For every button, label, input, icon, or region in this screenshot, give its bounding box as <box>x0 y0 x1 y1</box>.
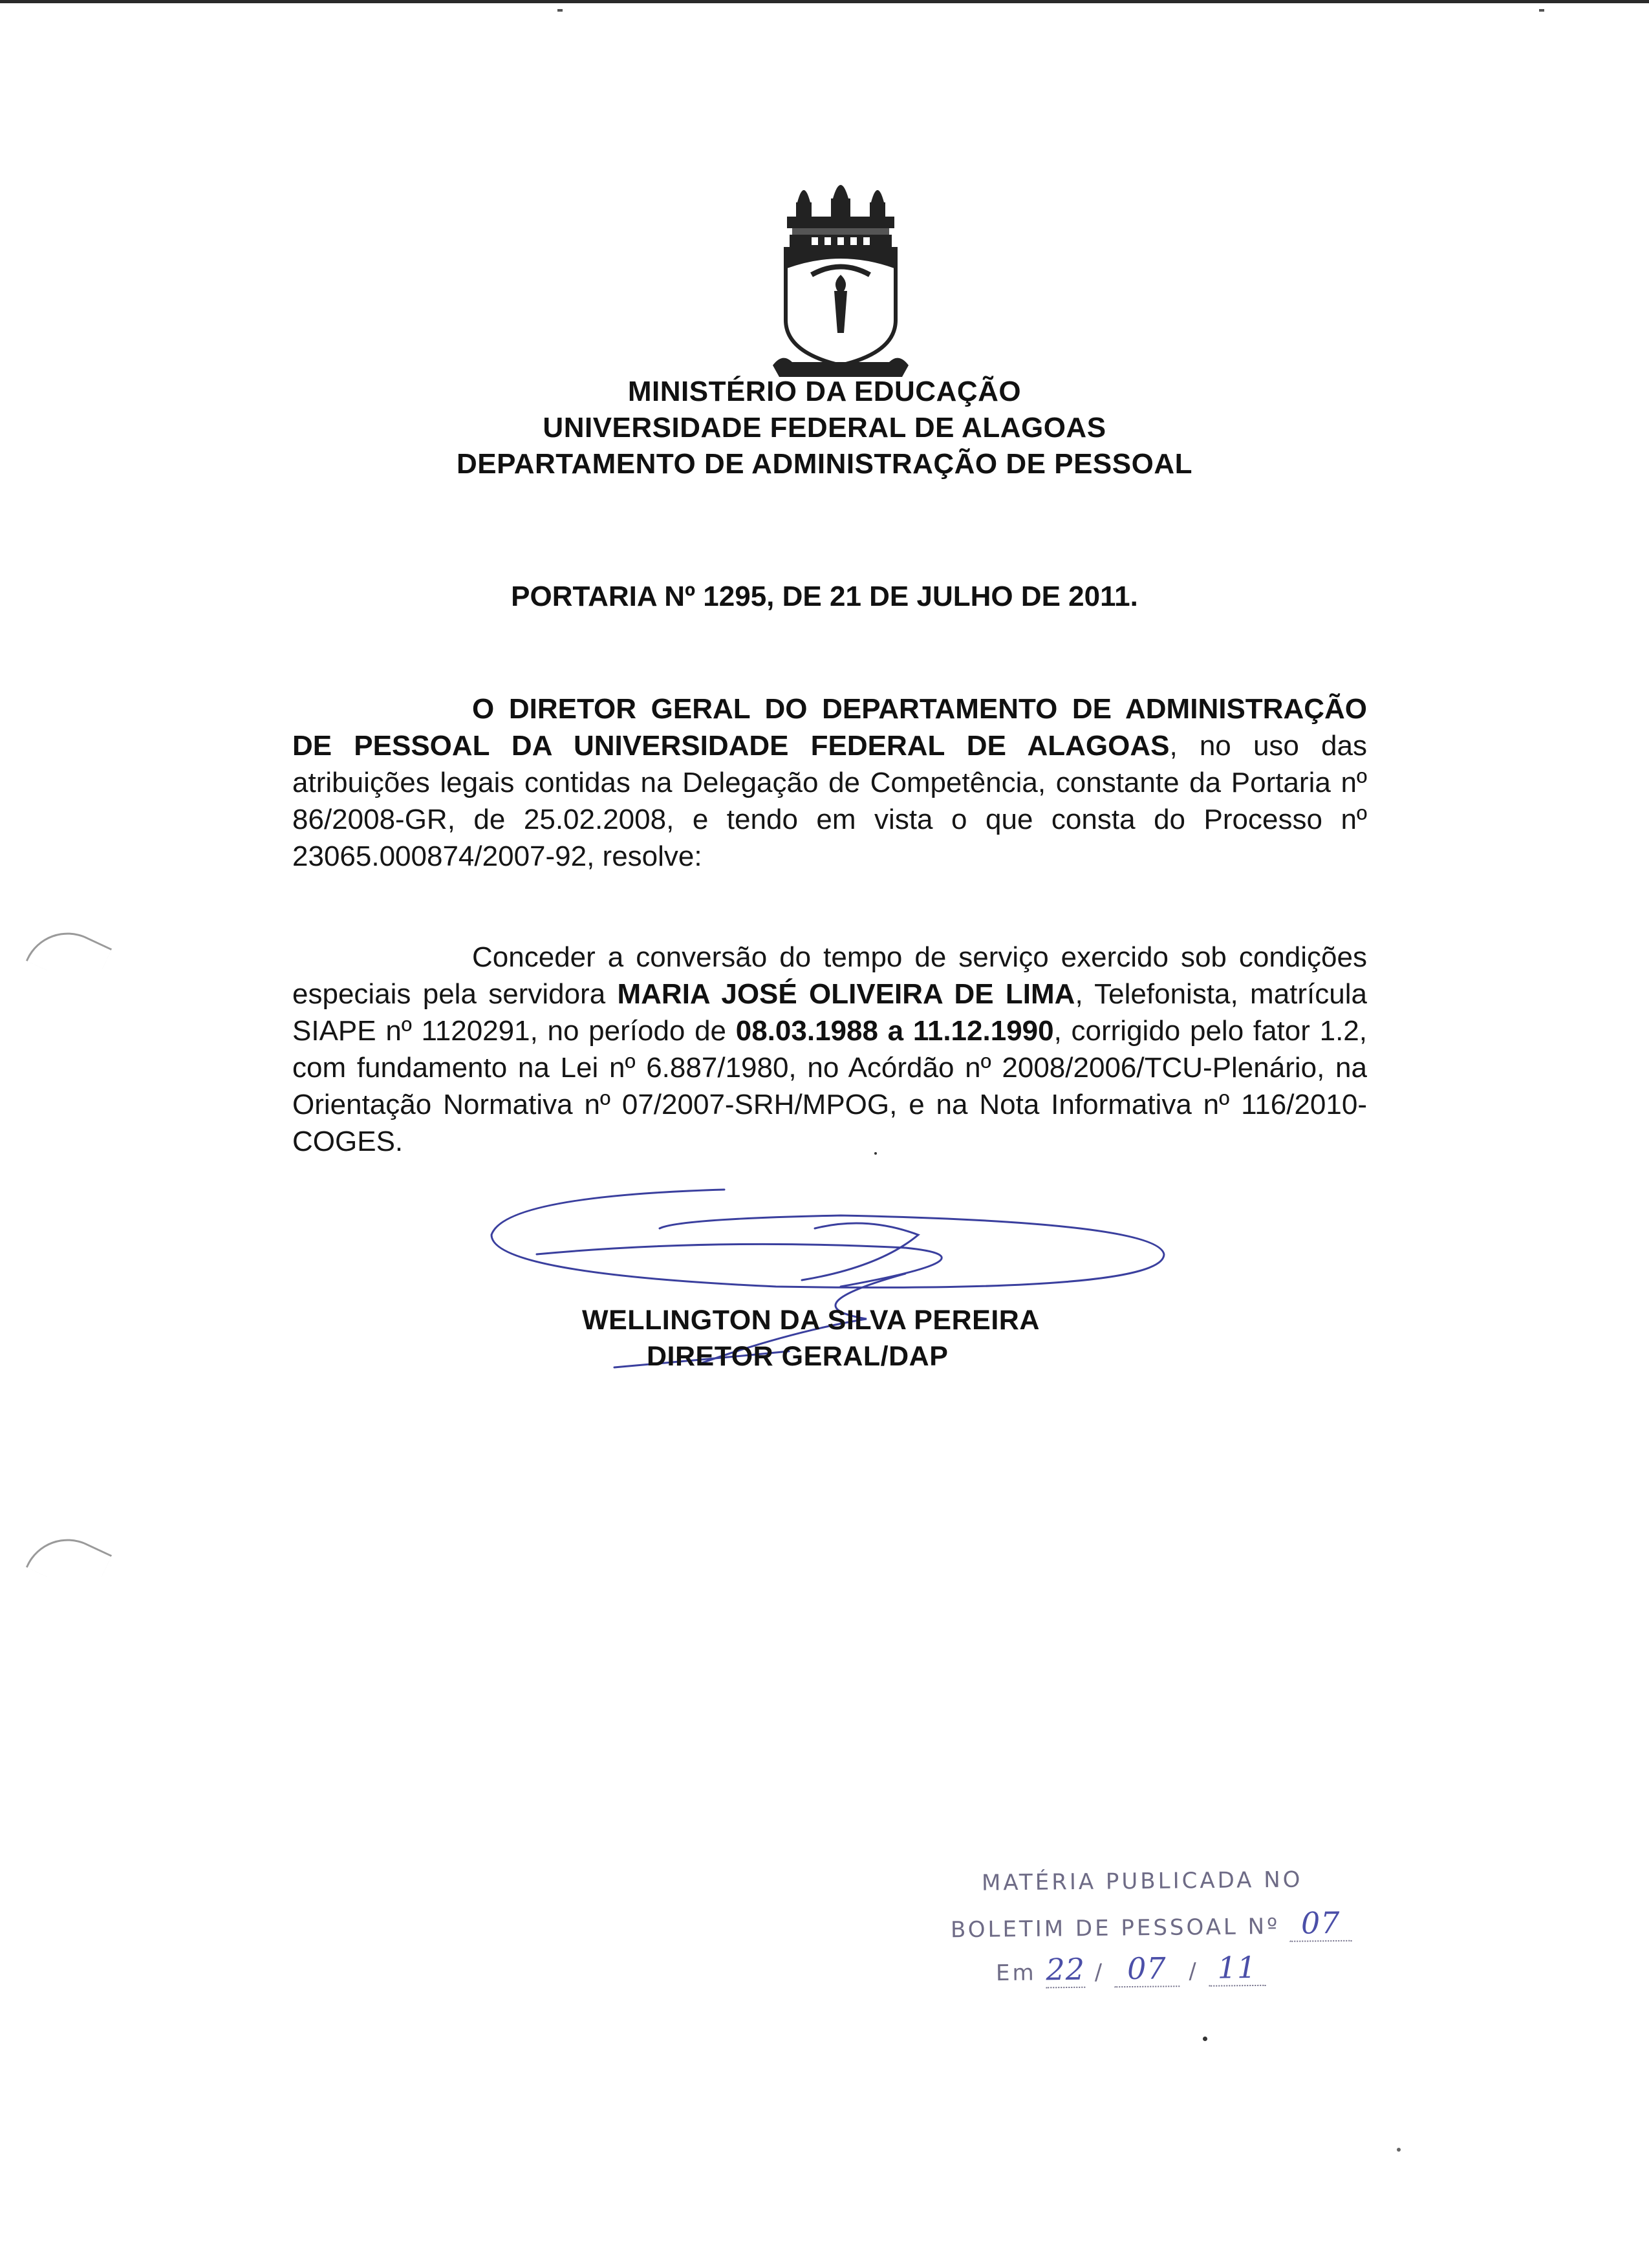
header-university: UNIVERSIDADE FEDERAL DE ALAGOAS <box>543 412 1106 444</box>
scan-speck <box>874 1152 877 1155</box>
punch-hole-mark <box>26 918 112 992</box>
service-period: 08.03.1988 a 11.12.1990 <box>735 1015 1054 1047</box>
header-department: DEPARTAMENTO DE ADMINISTRAÇÃO DE PESSOAL <box>457 448 1192 480</box>
preamble-issuer: O DIRETOR GERAL DO DEPARTAMENTO DE ADMINISTRAÇÃO DE PESSOAL DA UNIVERSIDADE FEDERAL DE ALAGOAS <box>292 693 1367 762</box>
scan-top-edge <box>0 0 1649 3</box>
punch-hole-mark <box>26 1524 112 1598</box>
body-paragraph <box>292 939 1367 1160</box>
scan-speck <box>1539 9 1544 12</box>
signer-name: WELLINGTON DA SILVA PEREIRA <box>582 1305 1040 1336</box>
scan-speck <box>557 9 563 12</box>
stamp-line-2 <box>951 1905 1352 1945</box>
servant-name: MARIA JOSÉ OLIVEIRA DE LIMA <box>617 978 1075 1010</box>
stamp-date-label: Em <box>995 1960 1037 1987</box>
scan-speck <box>1397 2148 1401 2152</box>
stamp-year: 11 <box>1208 1950 1266 1987</box>
stamp-line-1: MATÉRIA PUBLICADA NO <box>981 1867 1303 1896</box>
header-ministry: MINISTÉRIO DA EDUCAÇÃO <box>627 376 1022 407</box>
scan-speck <box>1203 2037 1207 2041</box>
stamp-line-3: Em 22 / 07 / 11 <box>996 1950 1266 1989</box>
body-text-2: , Telefonista, matrícula SIAPE nº 1120291, no período de <box>292 978 1367 1047</box>
preamble-text: , no uso das atribuições legais contidas na Delegação de Competência, constante da Portaria nº 86/2008-GR, de 25.02.2008, e tendo em vista o que consta do Processo nº 23065.000874/2007-92, resolve: <box>292 730 1367 872</box>
stamp-month: 07 <box>1114 1951 1180 1987</box>
document-title: PORTARIA Nº 1295, DE 21 DE JULHO DE 2011. <box>511 581 1138 612</box>
stamp-boletim-label: BOLETIM DE PESSOAL Nº <box>950 1913 1280 1943</box>
stamp-boletim-number: 07 <box>1289 1905 1352 1942</box>
university-crest-icon <box>773 171 909 385</box>
body-text-3: , corrigido pelo fator 1.2, com fundamento na Lei nº 6.887/1980, no Acórdão nº 2008/2006/TCU-Plenário, na Orientação Normativa nº 07/2007-SRH/MPOG, e na Nota Informativa nº 116/2010-COGES. <box>292 1015 1367 1157</box>
body-text-1: Conceder a conversão do tempo de serviço exercido sob condições especiais pela servidora <box>292 941 1367 1010</box>
signer-role: DIRETOR GERAL/DAP <box>647 1341 949 1372</box>
stamp-day: 22 <box>1046 1951 1086 1987</box>
preamble-paragraph <box>292 690 1367 875</box>
